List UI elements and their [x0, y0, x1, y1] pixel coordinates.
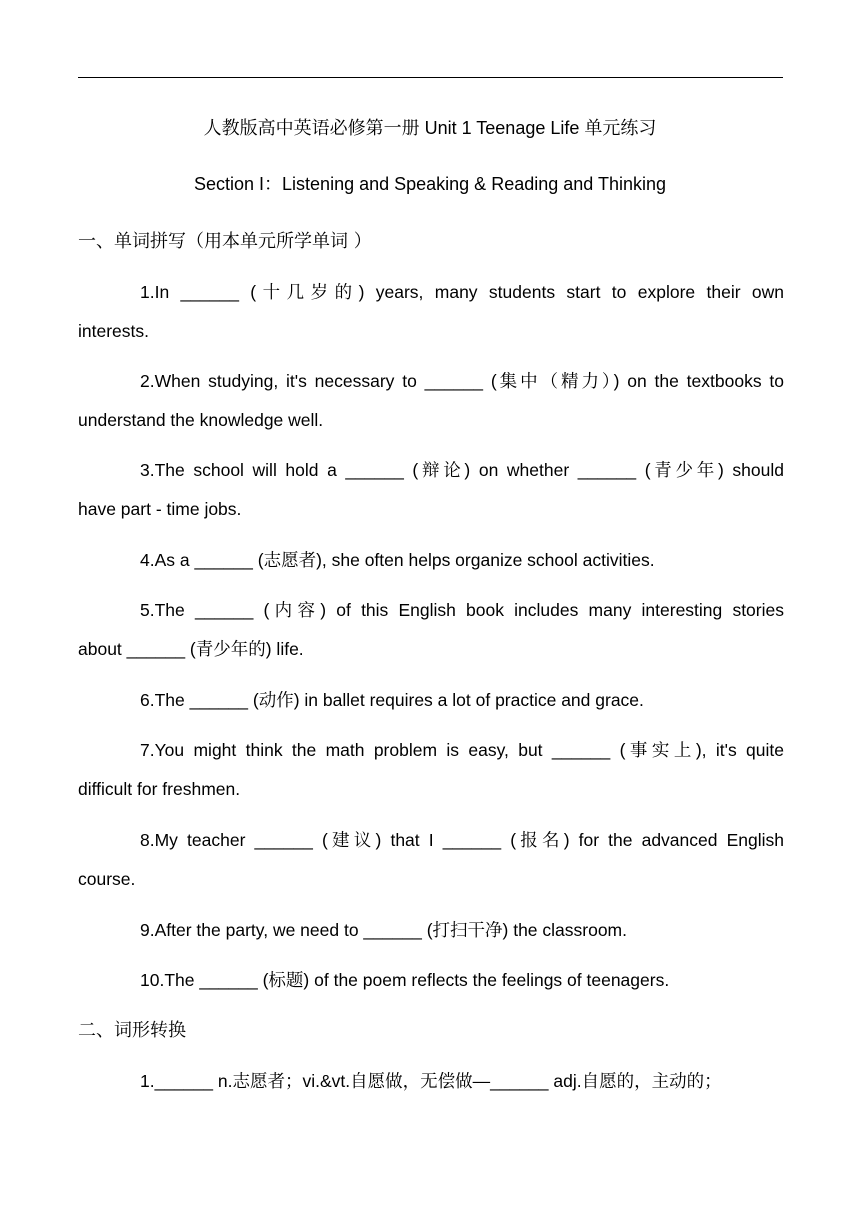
question-text: ______ n.志愿者；vi.&vt.自愿做，无偿做—______ adj.自愿的，主动的；	[154, 1071, 722, 1091]
question-item	[78, 273, 784, 351]
question-number: 2.	[140, 371, 155, 391]
question-text-cont: have part - time jobs.	[78, 499, 242, 519]
question-text: In ______ (十几岁的) years, many students start to explore their own	[154, 282, 784, 302]
section-heading-word-forms: 二、词形转换	[78, 1020, 186, 1041]
section-heading-spelling: 一、单词拼写（用本单元所学单词 ）	[78, 231, 372, 252]
question-item	[78, 681, 784, 720]
question-item	[78, 541, 784, 580]
question-item	[78, 911, 784, 950]
question-number: 9.	[140, 920, 155, 940]
question-item	[78, 451, 784, 529]
question-text: The ______ (动作) in ballet requires a lot of practice and grace.	[154, 690, 644, 710]
question-number: 5.	[140, 600, 155, 620]
question-text: After the party, we need to ______ (打扫干净) the classroom.	[154, 920, 627, 940]
question-item	[78, 961, 784, 1000]
question-text: As a ______ (志愿者), she often helps organize school activities.	[154, 550, 655, 570]
question-text: When studying, it's necessary to ______ (集中（精力）) on the textbooks to	[154, 371, 784, 391]
question-item	[78, 821, 784, 899]
header-rule	[78, 77, 783, 78]
question-item	[78, 591, 784, 669]
question-text-cont: interests.	[78, 321, 149, 341]
document-title: 人教版高中英语必修第一册 Unit 1 Teenage Life 单元练习	[203, 118, 657, 138]
question-number: 8.	[140, 830, 155, 850]
question-number: 1.	[140, 282, 155, 302]
question-number: 4.	[140, 550, 155, 570]
document-subtitle: Section I：Listening and Speaking & Reading and Thinking	[194, 174, 666, 194]
question-number: 6.	[140, 690, 155, 710]
question-text: My teacher ______ (建议) that I ______ (报名) for the advanced English	[154, 830, 784, 850]
question-number: 3.	[140, 460, 155, 480]
question-item	[78, 1062, 784, 1101]
question-number: 10.	[140, 970, 165, 990]
question-text-cont: course.	[78, 869, 136, 889]
question-item	[78, 731, 784, 809]
question-text-cont: difficult for freshmen.	[78, 779, 241, 799]
question-text: The ______ (内容) of this English book includes many interesting stories	[154, 600, 784, 620]
question-text: You might think the math problem is easy, but ______ (事实上), it's quite	[154, 740, 784, 760]
question-text-cont: about ______ (青少年的) life.	[78, 639, 304, 659]
question-item	[78, 362, 784, 440]
question-number: 7.	[140, 740, 155, 760]
question-text-cont: understand the knowledge well.	[78, 410, 324, 430]
question-text: The school will hold a ______ (辩论) on whether ______ (青少年) should	[154, 460, 784, 480]
question-text: The ______ (标题) of the poem reflects the feelings of teenagers.	[164, 970, 670, 990]
question-number: 1.	[140, 1071, 155, 1091]
